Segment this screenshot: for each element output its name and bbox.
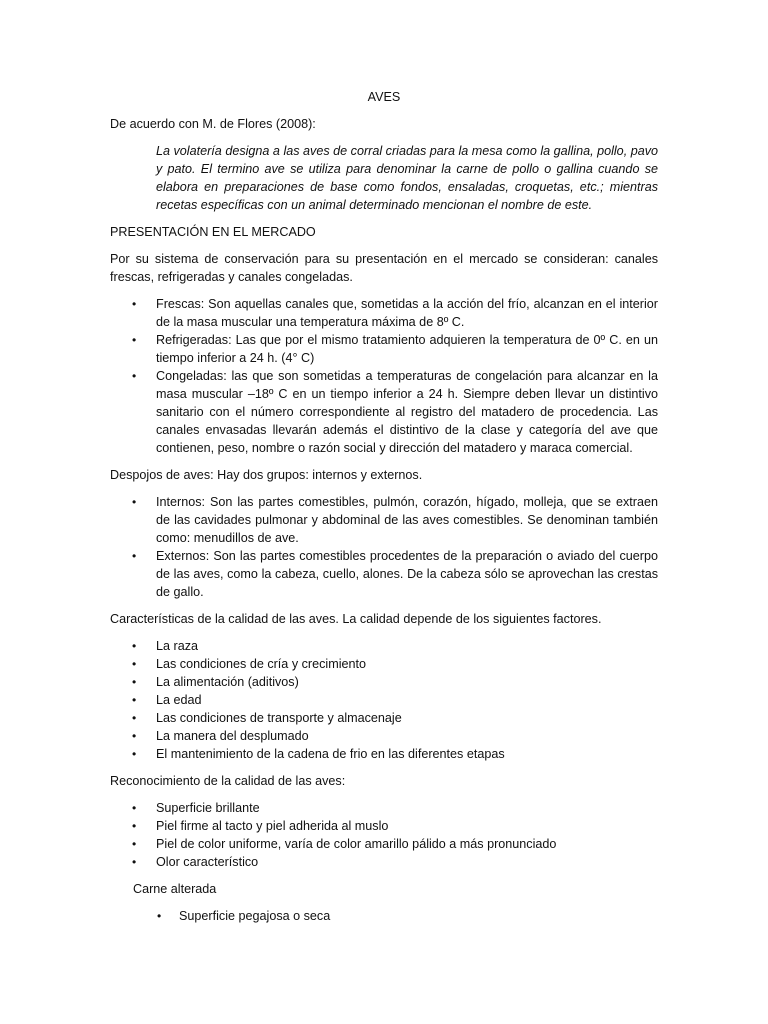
list-item-text: Congeladas: las que son sometidas a temperaturas de congelación para alcanzar en la masa muscular –18º C en un tiempo inferior a 24 h. Siempre deben llevar un distintivo sanitario con el número correspondiente al registro del matadero de procedencia. Las canales envasadas llevarán además el distintivo de la clase y categoría del ave que contienen, peso, nombre o razón social y dirección del matadero y maraca comercial. (156, 369, 658, 455)
bullet-icon: • (132, 729, 137, 743)
list-item (110, 745, 658, 763)
list-item-text: Piel firme al tacto y piel adherida al muslo (156, 819, 389, 833)
bullet-icon: • (132, 711, 137, 725)
market-paragraph: Por su sistema de conservación para su presentación en el mercado se consideran: canales frescas, refrigeradas y canales congeladas. (110, 252, 658, 284)
recognition-list (110, 799, 658, 871)
bullet-icon: • (132, 297, 137, 311)
despojos-list (110, 493, 658, 601)
recognition-paragraph: Reconocimiento de la calidad de las aves: (110, 774, 346, 788)
altered-meat-list (110, 907, 658, 925)
quoted-definition: La volatería designa a las aves de corral criadas para la mesa como la gallina, pollo, pavo y pato. El termino ave se utiliza para denominar la carne de pollo o gallina cuando se elabora en preparaciones de base como fondos, ensaladas, croquetas, etc.; mientras recetas específicas con un animal determinado mencionan el nombre de este. (156, 144, 658, 212)
bullet-icon: • (132, 855, 137, 869)
document-title: AVES (367, 90, 401, 104)
bullet-icon: • (132, 675, 137, 689)
list-item-text: Externos: Son las partes comestibles procedentes de la preparación o aviado del cuerpo de las aves, como la cabeza, cuello, alones. De la cabeza sólo se aprovechan las crestas de gallo. (156, 549, 658, 599)
list-item (110, 853, 658, 871)
list-item (110, 835, 658, 853)
bullet-icon: • (157, 909, 162, 923)
market-list (110, 295, 658, 457)
list-item-text: Las condiciones de cría y crecimiento (156, 657, 366, 671)
bullet-icon: • (132, 495, 137, 509)
bullet-icon: • (132, 819, 137, 833)
altered-meat-heading: Carne alterada (133, 882, 217, 896)
bullet-icon: • (132, 333, 137, 347)
list-item-text: Superficie pegajosa o seca (179, 909, 331, 923)
quality-list (110, 637, 658, 763)
list-item-text: La raza (156, 639, 199, 653)
list-item-text: La alimentación (aditivos) (156, 675, 299, 689)
list-item (110, 493, 658, 547)
list-item-text: Piel de color uniforme, varía de color amarillo pálido a más pronunciado (156, 837, 557, 851)
bullet-icon: • (132, 369, 137, 383)
list-item-text: La edad (156, 693, 202, 707)
list-item (110, 331, 658, 367)
list-item (110, 709, 658, 727)
bullet-icon: • (132, 693, 137, 707)
list-item (110, 655, 658, 673)
list-item-text: Superficie brillante (156, 801, 260, 815)
bullet-icon: • (132, 747, 137, 761)
bullet-icon: • (132, 801, 137, 815)
list-item-text: Internos: Son las partes comestibles, pulmón, corazón, hígado, molleja, que se extraen de las cavidades pulmonar y abdominal de las aves comestibles. Se denominan también como: menudillos de ave. (156, 495, 658, 545)
bullet-icon: • (132, 837, 137, 851)
despojos-paragraph: Despojos de aves: Hay dos grupos: internos y externos. (110, 468, 423, 482)
intro-paragraph: De acuerdo con M. de Flores (2008): (110, 117, 316, 131)
list-item (110, 367, 658, 457)
list-item-text: Refrigeradas: Las que por el mismo tratamiento adquieren la temperatura de 0º C. en un tiempo inferior a 24 h. (4° C) (156, 333, 658, 365)
list-item-text: Frescas: Son aquellas canales que, sometidas a la acción del frío, alcanzan en el interior de la masa muscular una temperatura máxima de 8º C. (156, 297, 658, 329)
quality-paragraph: Características de la calidad de las aves. La calidad depende de los siguientes factores. (110, 612, 602, 626)
list-item-text: Las condiciones de transporte y almacenaje (156, 711, 402, 725)
bullet-icon: • (132, 639, 137, 653)
list-item (110, 691, 658, 709)
list-item (110, 799, 658, 817)
list-item (110, 547, 658, 601)
list-item (110, 727, 658, 745)
list-item-text: Olor característico (156, 855, 259, 869)
list-item-text: La manera del desplumado (156, 729, 309, 743)
market-heading: PRESENTACIÓN EN EL MERCADO (110, 225, 316, 239)
bullet-icon: • (132, 549, 137, 563)
list-item (110, 907, 658, 925)
bullet-icon: • (132, 657, 137, 671)
list-item (110, 637, 658, 655)
list-item (110, 817, 658, 835)
list-item (110, 295, 658, 331)
list-item-text: El mantenimiento de la cadena de frio en las diferentes etapas (156, 747, 505, 761)
list-item (110, 673, 658, 691)
